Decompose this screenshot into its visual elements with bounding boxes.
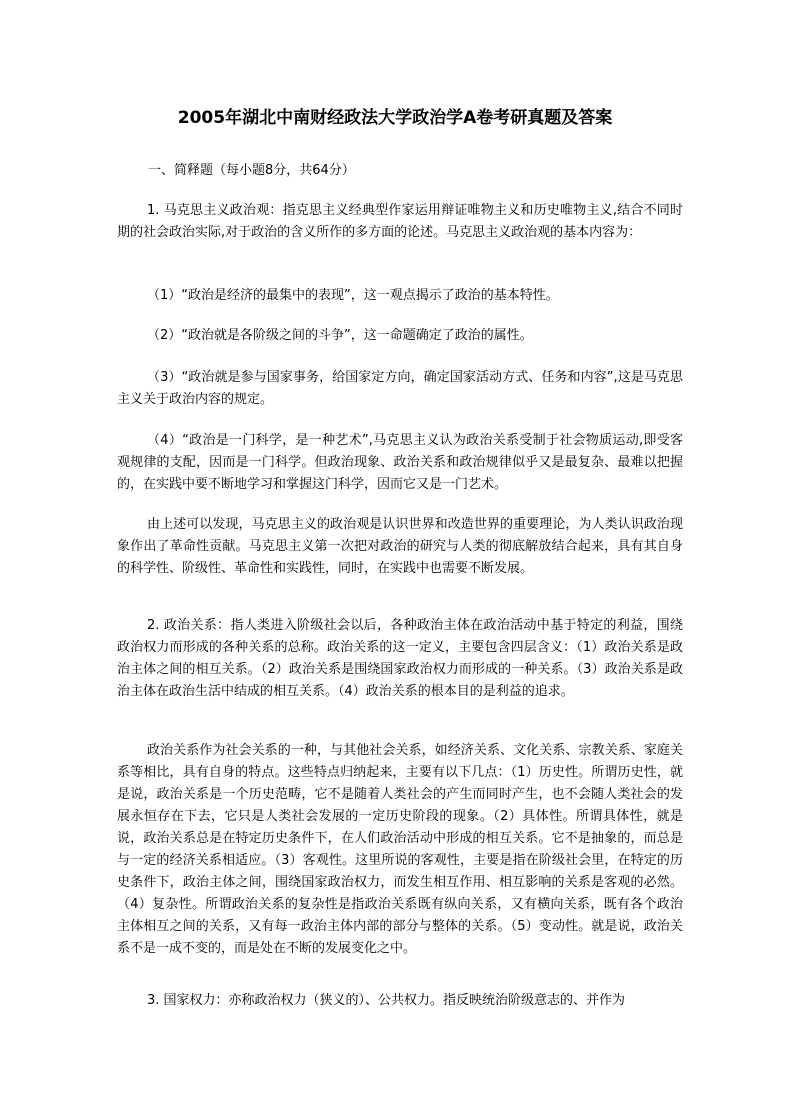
- paragraph: 2. 政治关系：指人类进入阶级社会以后，各种政治主体在政治活动中基于特定的利益，围绕政治权力而形成的各种关系的总称。政治关系的这一定义，主要包含四层含义：（1）政治关系是政治主体之间的相互关系。（2）政治关系是围绕国家政治权力而形成的一种关系。（3）政治关系是政治主体在政治生活中结成的相互关系。（4）政治关系的根本目的是利益的追求。: [117, 618, 683, 699]
- section-heading: 一、简释题（每小题8分，共64分）: [148, 163, 355, 178]
- paragraph: （4）“政治是一门科学，是一种艺术”,马克思主义认为政治关系受制于社会物质运动,即受客观规律的支配，因而是一门科学。但政治现象、政治关系和政治规律似乎又是最复杂、最难以把握的，在实践中要不断地学习和掌握这门科学，因而它又是一门艺术。: [117, 433, 683, 492]
- paragraph: （1）“政治是经济的最集中的表现”，这一观点揭示了政治的基本特性。: [147, 288, 559, 303]
- paragraph: （2）“政治就是各阶级之间的斗争”，这一命题确定了政治的属性。: [147, 328, 533, 343]
- document-title: 2005年湖北中南财经政法大学政治学A卷考研真题及答案: [177, 108, 613, 128]
- paragraph: （3）“政治就是参与国家事务，给国家定方向，确定国家活动方式、任务和内容”,这是马克思主义关于政治内容的规定。: [117, 370, 683, 407]
- paragraph: 政治关系作为社会关系的一种，与其他社会关系，如经济关系、文化关系、宗教关系、家庭关系等相比，具有自身的特点。这些特点归纳起来，主要有以下几点：（1）历史性。所谓历史性，就是说，政治关系是一个历史范畴，它不是随着人类社会的产生而同时产生，也不会随人类社会的发展永恒存在下去，它只是人类社会发展的一定历史阶段的现象。（2）具体性。所谓具体性，就是说，政治关系总是在特定历史条件下，在人们政治活动中形成的相互关系。它不是抽象的，而总是与一定的经济关系相适应。（3）客观性。这里所说的客观性，主要是指在阶级社会里，在特定的历史条件下，政治主体之间，围绕国家政治权力，而发生相互作用、相互影响的关系是客观的必然。（4）复杂性。所谓政治关系的复杂性是指政治关系既有纵向关系，又有横向关系，既有各个政治主体相互之间的关系，又有每一政治主体内部的部分与整体的关系。（5）变动性。就是说，政治关系不是一成不变的，而是处在不断的发展变化之中。: [117, 743, 683, 956]
- paragraph: 1. 马克思主义政治观：指克思主义经典型作家运用辩证唯物主义和历史唯物主义,结合不同时期的社会政治实际,对于政治的含义所作的多方面的论述。马克思主义政治观的基本内容为：: [117, 203, 683, 240]
- paragraph: 由上述可以发现，马克思主义的政治观是认识世界和改造世界的重要理论，为人类认识政治现象作出了革命性贡献。马克思主义第一次把对政治的研究与人类的彻底解放结合起来，具有其自身的科学性、阶级性、革命性和实践性，同时，在实践中也需要不断发展。: [117, 517, 683, 576]
- paragraph: 3. 国家权力：亦称政治权力（狭义的）、公共权力。指反映统治阶级意志的、并作为: [147, 993, 626, 1008]
